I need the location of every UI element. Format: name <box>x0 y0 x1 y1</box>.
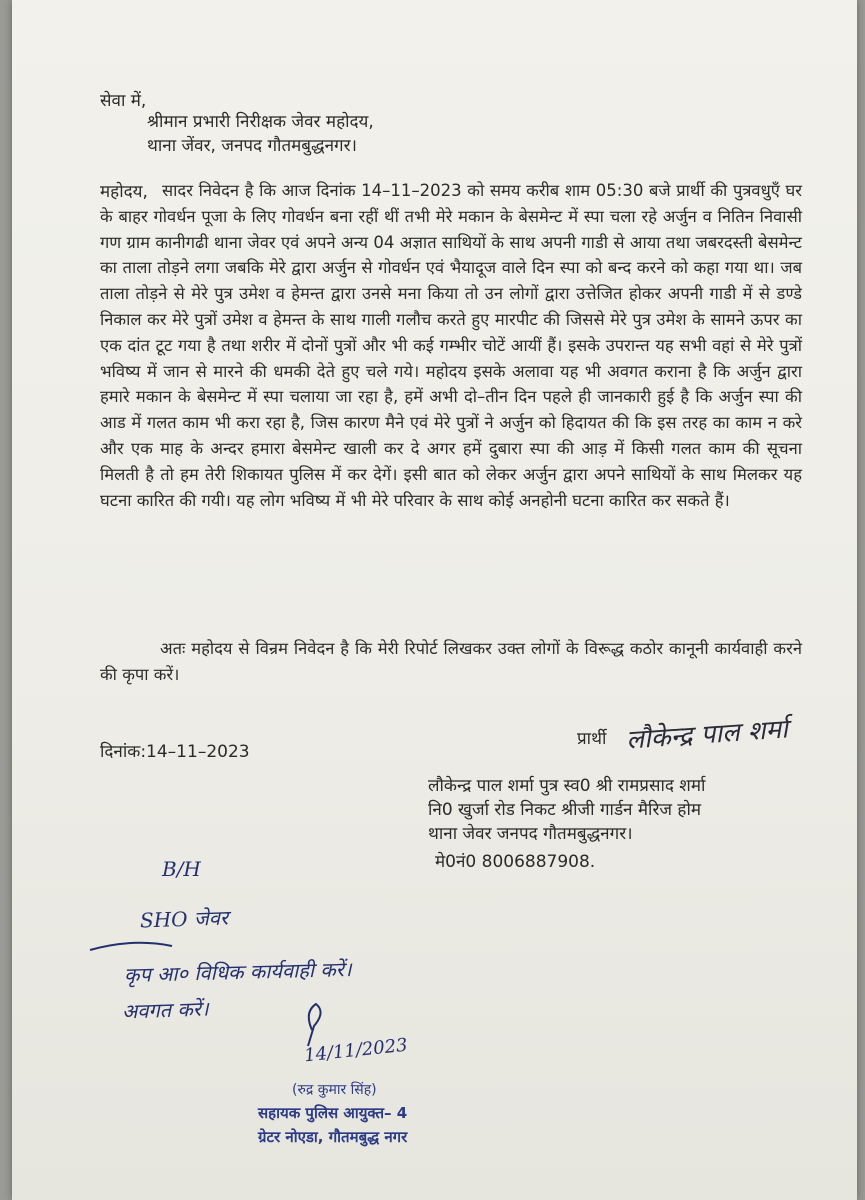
recipient-line-2: थाना जेंवर, जनपद गौतमबुद्धनगर। <box>147 136 357 156</box>
endorsement-note-line-1: कृप आ० विधिक कार्यवाही करें। <box>123 957 352 987</box>
greeting: महोदय, <box>100 182 148 202</box>
officer-name: (रुद्र कुमार सिंह) <box>292 1082 377 1098</box>
officer-location: ग्रेटर नोएडा, गौतमबुद्ध नगर <box>258 1128 408 1146</box>
salutation-to: सेवा में, <box>100 91 147 111</box>
endorsement-bh: B/H <box>162 857 201 881</box>
sender-line-2: नि0 खुर्जा रोड निकट श्रीजी गार्डन मैरिज होम <box>428 800 702 820</box>
applicant-label: प्रार्थी <box>577 729 607 749</box>
endorsement-sho-line: SHO जेवर <box>139 905 229 933</box>
date-line: दिनांक:14–11–2023 <box>100 742 250 762</box>
body-paragraph-1: सादर निवेदन है कि आज दिनांक 14–11–2023 को समय करीब शाम 05:30 बजे प्रार्थी की पुत्रवधुएँ घर के बाहर गोवर्धन पूजा के लिए गोवर्धन बना रहीं थीं तभी मेरे मकान के बेसमेन्ट में स्पा चला रहे अर्जुन व नितिन निवासी गण ग्राम कानीगढी थाना जेवर एवं अपने अन्य 04 अज्ञात साथियों के साथ अपनी गाडी से आया तथा जबरदस्ती बेसमेन्ट का ताला तोड़ने लगा जबकि मेरे द्वारा अर्जुन से गोवर्धन एवं भैयादूज वाले दिन स्पा को बन्द करने को कहा गया था। जब ताला तोड़ने से मेरे पुत्र उमेश व हेमन्त द्वारा उनसे मना किया तो उन लोगों द्वारा उत्तेजित होकर अपनी गाडी में से डण्डे निकाल कर मेरे पुत्रों उमेश व हेमन्त के साथ गाली गलौच करते हुए मारपीट की जिससे मेरे पुत्र उमेश के सामने ऊपर का एक दांत टूट गया है तथा शरीर में दोनों पुत्रों और भी कई गम्भीर चोटें आयीं हैं। इसके उपरान्त यह सभी वहां से मेरे पुत्रों भविष्य में जान से मारने की धमकी देते हुए चले गये। महोदय इसके अलावा यह भी अवगत कराना है कि अर्जुन द्वारा हमारे मकान के बेसमेन्ट में स्पा चलाया जा रहा है, हमें अभी दो–तीन दिन पहले ही जानकारी हुई है कि अर्जुन स्पा की आड में गलत काम भी करा रहा है, जिस कारण मैने एवं मेरे पुत्रों ने अर्जुन को हिदायत की कि इस तरह का काम न करे और एक माह के अन्दर हमारा बेसमेन्ट खाली कर दे अगर हमें दुबारा स्पा की आड़ में किसी गलत काम की सूचना मिलती है तो हम तेरी शिकायत पुलिस में कर देगें। इसी बात को लेकर अर्जुन द्वारा अपने साथियों के साथ मिलकर यह घटना कारित की गयी। यह लोग भविष्य में भी मेरे परिवार के साथ कोई अनहोनी घटना कारित कर सकते हैं। <box>100 181 802 510</box>
body-paragraph-2: अतः महोदय से विन्रम निवेदन है कि मेरी रिपोर्ट लिखकर उक्त लोगों के विरूद्ध कठोर कानूनी कार्यवाही करने की कृपा करें। <box>100 639 802 684</box>
sender-line-3: थाना जेवर जनपद गौतमबुद्धनगर। <box>428 824 633 844</box>
endorsement-sign-date: 14/11/2023 <box>303 1034 409 1067</box>
sender-phone: मे0नं0 8006887908. <box>435 852 596 872</box>
endorsement-note-line-2: अवगत करें। <box>121 996 209 1024</box>
officer-designation: सहायक पुलिस आयुक्त– 4 <box>258 1104 408 1122</box>
sender-line-1: लौकेन्द्र पाल शर्मा पुत्र स्व0 श्री रामप्रसाद शर्मा <box>428 776 706 796</box>
letter-page <box>12 0 857 1200</box>
applicant-signature: लौकेन्द्र पाल शर्मा <box>625 714 789 756</box>
recipient-line-1: श्रीमान प्रभारी निरीक्षक जेवर महोदय, <box>147 112 374 132</box>
